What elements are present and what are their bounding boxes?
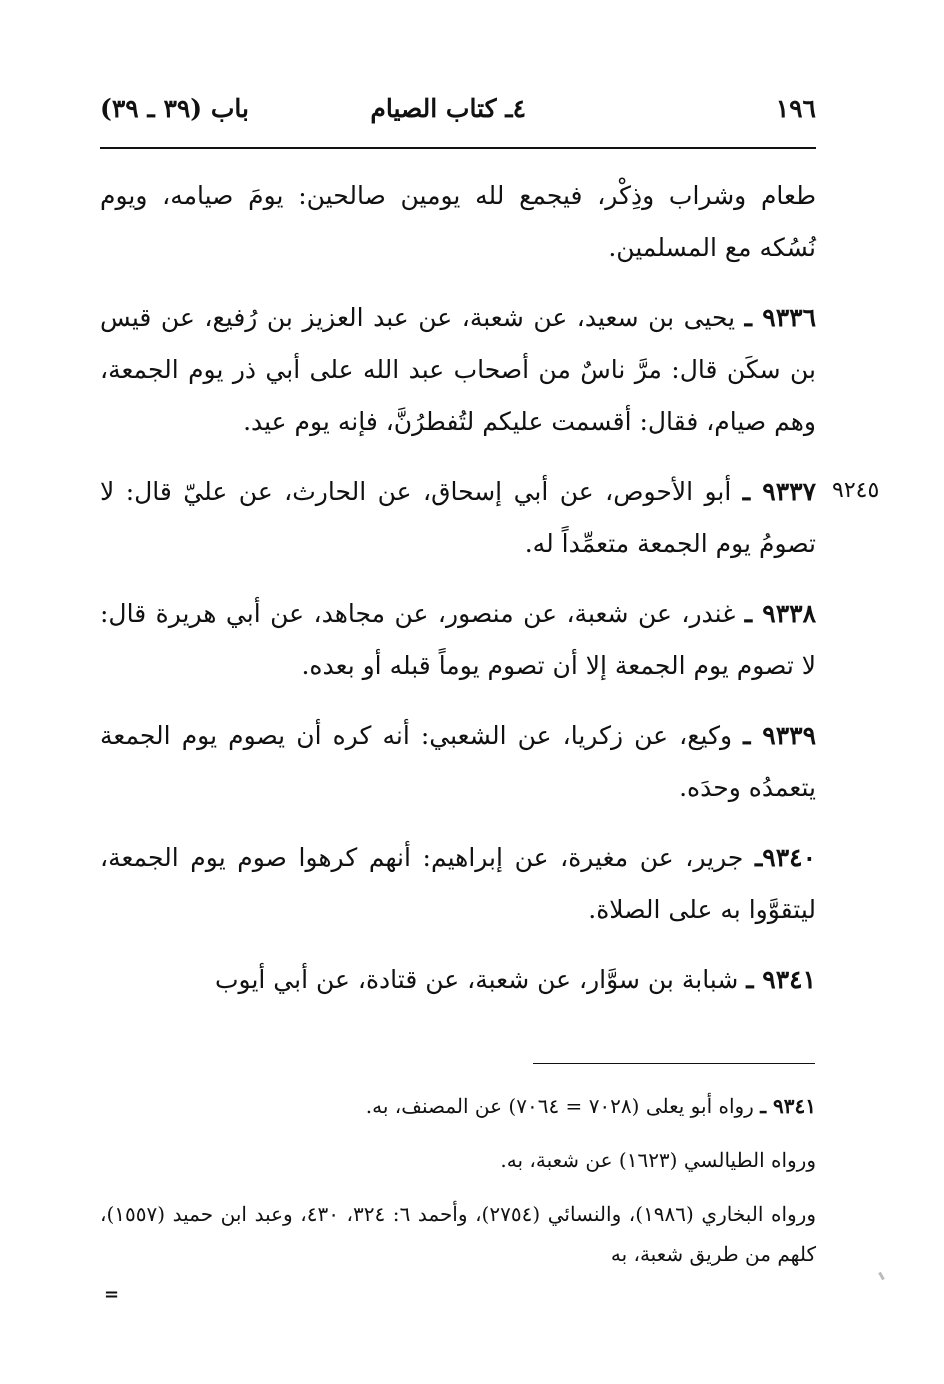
hadith-9338 (100, 588, 816, 692)
margin-cross-reference: ٩٢٤٥ (832, 478, 880, 503)
footnote-text: ورواه البخاري (١٩٨٦)، والنسائي (٢٧٥٤)، وأحمد ٦: ٣٢٤، ٤٣٠، وعبد ابن حميد (١٥٥٧)، كلهم من طريق شعبة، به (100, 1202, 816, 1266)
footnote-text: رواه أبو يعلى (٧٠٢٨ = ٧٠٦٤) عن المصنف، به. (365, 1094, 761, 1118)
hadith-text: جرير، عن مغيرة، عن إبراهيم: أنهم كرهوا صوم يوم الجمعة، ليتقوَّوا به على الصلاة. (100, 843, 816, 924)
hadith-text: أبو الأحوص، عن أبي إسحاق، عن الحارث، عن عليّ قال: لا تصومُ يوم الجمعة متعمِّداً له. (100, 477, 816, 558)
scan-artifact (878, 1272, 885, 1280)
hadith-number: ٩٣٣٩ ـ (743, 721, 816, 750)
hadith-number: ٩٣٤١ ـ (746, 965, 816, 994)
footnotes (100, 1086, 816, 1288)
page-number: ١٩٦ (775, 94, 816, 123)
footnote-text: ورواه الطيالسي (١٦٢٣) عن شعبة، به. (500, 1148, 816, 1172)
hadith-text: غندر، عن شعبة، عن منصور، عن مجاهد، عن أبي هريرة قال: لا تصوم يوم الجمعة إلا أن تصوم يوماً قبله أو بعده. (100, 599, 816, 680)
hadith-9337 (100, 466, 816, 570)
footnote (100, 1086, 816, 1126)
hadith-number: ٩٣٣٧ ـ (742, 477, 816, 506)
continuation-mark: = (104, 1284, 120, 1305)
hadith-9336 (100, 292, 816, 448)
chapter-range: باب (٣٩ ـ ٣٩) (100, 94, 249, 123)
hadith-number: ٩٣٣٦ ـ (744, 303, 816, 332)
hadith-9339 (100, 710, 816, 814)
main-text (100, 170, 816, 1024)
footnote (100, 1140, 816, 1180)
hadith-number: ٩٣٤٠ـ (754, 843, 816, 872)
hadith-text: وكيع، عن زكريا، عن الشعبي: أنه كره أن يصوم يوم الجمعة يتعمدُه وحدَه. (100, 721, 816, 802)
footnote-divider (533, 1063, 815, 1064)
hadith-9340 (100, 832, 816, 936)
header-divider (100, 147, 816, 149)
book-title: ٤ـ كتاب الصيام (370, 94, 526, 123)
running-header (100, 94, 816, 134)
hadith-text: شبابة بن سوَّار، عن شعبة، عن قتادة، عن أبي أيوب (215, 965, 747, 994)
hadith-text: يحيى بن سعيد، عن شعبة، عن عبد العزيز بن رُفيع، عن قيس بن سكَن قال: مرَّ ناسٌ من أصحاب عبد الله على أبي ذر يوم الجمعة، وهم صيام، فقال: أقسمت عليكم لتُفطرُنَّ، فإنه يوم عيد. (100, 303, 816, 436)
paragraph-continuation (100, 170, 816, 274)
footnote-number: ٩٣٤١ ـ (760, 1094, 816, 1118)
footnote (100, 1194, 816, 1274)
hadith-9341 (100, 954, 816, 1006)
paragraph-text: طعام وشراب وذِكْر، فيجمع لله يومين صالحين: يومَ صيامه، ويوم نُسُكه مع المسلمين. (100, 181, 816, 262)
hadith-number: ٩٣٣٨ ـ (744, 599, 816, 628)
